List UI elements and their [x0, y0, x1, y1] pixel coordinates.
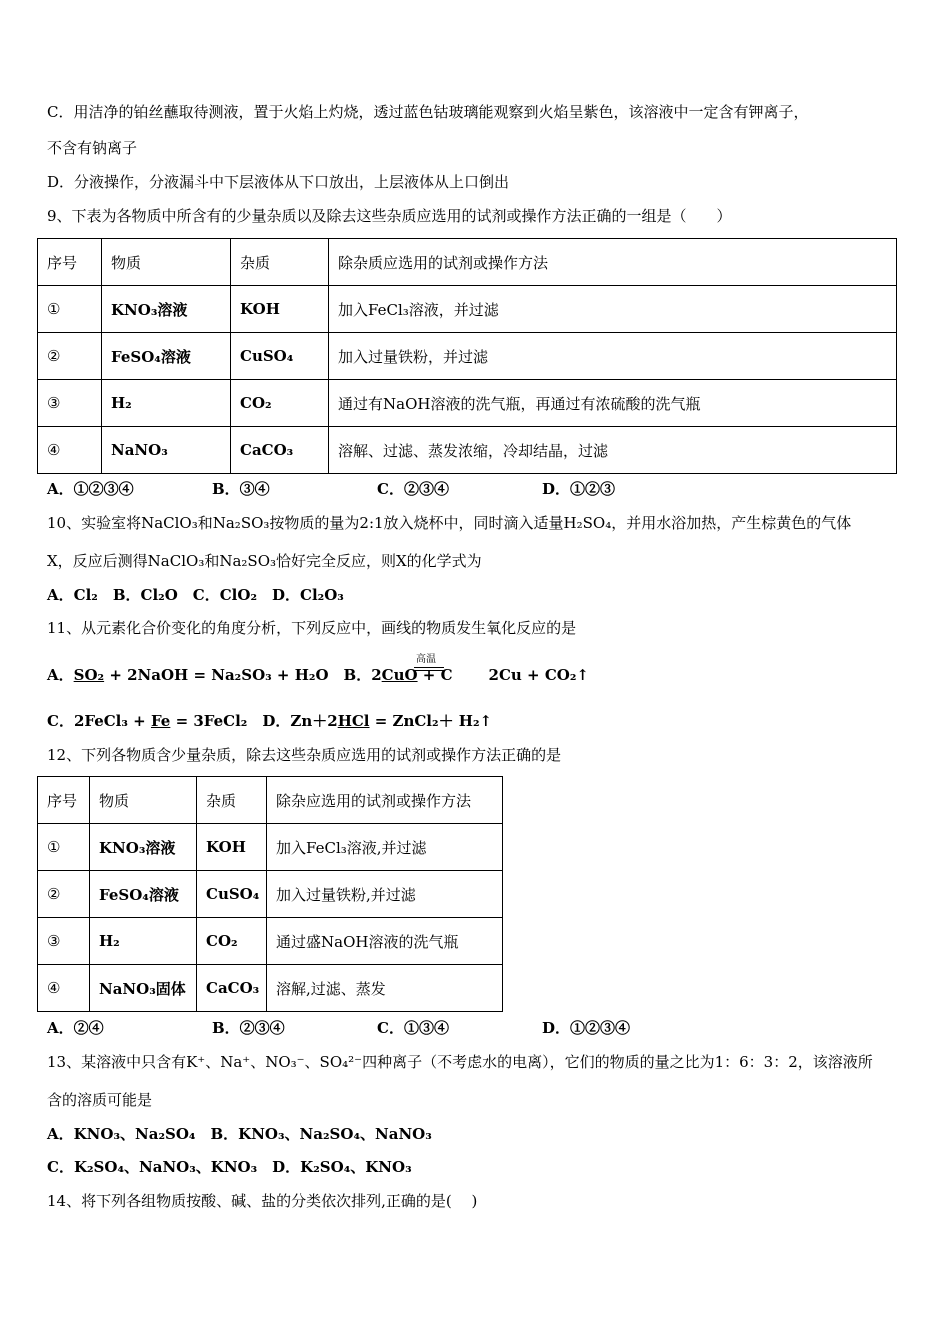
cell: ① — [38, 824, 90, 871]
cell: KNO₃溶液 — [90, 824, 197, 871]
option-label: A． — [47, 666, 74, 684]
q13-stem-line1: 13、某溶液中只含有K⁺、Na⁺、NO₃⁻、SO₄²⁻四种离子（不考虑水的电离），它们的物质的量之比为1：6：3：2，该溶液所 — [47, 1053, 873, 1071]
cell: H₂ — [90, 918, 197, 965]
cell: 溶解,过滤、蒸发 — [267, 965, 503, 1012]
cell: CuSO₄ — [197, 871, 267, 918]
q13-options-cd: C．K₂SO₄、NaNO₃、KNO₃ D．K₂SO₄、KNO₃ — [47, 1158, 412, 1176]
q13-options-ab: A．KNO₃、Na₂SO₄ B．KNO₃、Na₂SO₄、NaNO₃ — [47, 1125, 432, 1143]
cell: 加入过量铁粉,并过滤 — [267, 871, 503, 918]
table-header-row — [38, 777, 503, 824]
q10-stem-line2: X，反应后测得NaClO₃和Na₂SO₃恰好完全反应，则X的化学式为 — [47, 552, 482, 570]
q12-option-a: A．②④ — [47, 1019, 104, 1037]
q11-options-cd — [47, 711, 492, 731]
cell: CaCO₃ — [197, 965, 267, 1012]
header-cell: 序号 — [38, 239, 102, 286]
equation-text: + 2NaOH = Na₂SO₃ + H₂O B．2 — [104, 666, 382, 684]
cell: H₂ — [102, 380, 231, 427]
q12-option-d: D．①②③④ — [542, 1019, 631, 1037]
q8-option-c-line2: 不含有钠离子 — [47, 139, 138, 157]
cell: CuSO₄ — [231, 333, 329, 380]
cell: KOH — [197, 824, 267, 871]
q12-option-b: B．②③④ — [212, 1019, 285, 1037]
q13-stem-line2: 含的溶质可能是 — [47, 1091, 153, 1109]
q8-option-c-line1: C．用洁净的铂丝蘸取待测液，置于火焰上灼烧，透过蓝色钴玻璃能观察到火焰呈紫色，该溶液中一定含有钾离子， — [47, 103, 809, 121]
q12-option-c: C．①③④ — [377, 1019, 449, 1037]
underlined-substance: CuO — [381, 666, 418, 684]
q9-stem: 9、下表为各物质中所含有的少量杂质以及除去这些杂质应选用的试剂或操作方法正确的一组是（ ） — [47, 207, 732, 225]
header-cell: 物质 — [90, 777, 197, 824]
table-row — [38, 380, 897, 427]
q10-options: A．Cl₂ B．Cl₂O C．ClO₂ D．Cl₂O₃ — [47, 586, 344, 604]
equation-text: = 3FeCl₂ D．Zn＋2 — [170, 712, 338, 730]
table-row — [38, 918, 503, 965]
cell: ③ — [38, 918, 90, 965]
cell: ② — [38, 333, 102, 380]
header-cell: 序号 — [38, 777, 90, 824]
header-cell: 物质 — [102, 239, 231, 286]
cell: CO₂ — [231, 380, 329, 427]
cell: 通过有NaOH溶液的洗气瓶，再通过有浓硫酸的洗气瓶 — [329, 380, 897, 427]
cell: ② — [38, 871, 90, 918]
cell: 加入FeCl₃溶液，并过滤 — [329, 286, 897, 333]
table-row — [38, 286, 897, 333]
reaction-condition: 高温 — [416, 654, 436, 665]
cell: NaNO₃固体 — [90, 965, 197, 1012]
cell: ④ — [38, 965, 90, 1012]
cell: CaCO₃ — [231, 427, 329, 474]
q11-stem: 11、从元素化合价变化的角度分析，下列反应中，画线的物质发生氧化反应的是 — [47, 619, 577, 637]
table-row — [38, 824, 503, 871]
table-header-row — [38, 239, 897, 286]
table-row — [38, 427, 897, 474]
header-cell: 除杂应选用的试剂或操作方法 — [267, 777, 503, 824]
equation-text: C．2FeCl₃ + — [47, 712, 151, 730]
cell: 通过盛NaOH溶液的洗气瓶 — [267, 918, 503, 965]
q11-options-ab — [47, 665, 589, 685]
underlined-substance: Fe — [150, 712, 171, 730]
cell: ③ — [38, 380, 102, 427]
cell: KNO₃溶液 — [102, 286, 231, 333]
underlined-substance: SO₂ — [73, 666, 105, 684]
q9-option-a: A．①②③④ — [47, 480, 134, 498]
q14-stem: 14、将下列各组物质按酸、碱、盐的分类依次排列,正确的是( ) — [47, 1192, 478, 1210]
q9-option-d: D．①②③ — [542, 480, 616, 498]
q8-option-d: D．分液操作，分液漏斗中下层液体从下口放出，上层液体从上口倒出 — [47, 173, 510, 191]
q12-stem: 12、下列各物质含少量杂质，除去这些杂质应选用的试剂或操作方法正确的是 — [47, 746, 562, 764]
header-cell: 杂质 — [197, 777, 267, 824]
cell: KOH — [231, 286, 329, 333]
header-cell: 杂质 — [231, 239, 329, 286]
q9-option-b: B．③④ — [212, 480, 270, 498]
header-cell: 除杂质应选用的试剂或操作方法 — [329, 239, 897, 286]
cell: 加入过量铁粉，并过滤 — [329, 333, 897, 380]
cell: ① — [38, 286, 102, 333]
q10-stem-line1: 10、实验室将NaClO₃和Na₂SO₃按物质的量为2:1放入烧杯中，同时滴入适量H₂SO₄，并用水浴加热，产生棕黄色的气体 — [47, 514, 852, 532]
cell: 溶解、过滤、蒸发浓缩，冷却结晶，过滤 — [329, 427, 897, 474]
q9-table — [37, 238, 897, 474]
equation-text: = ZnCl₂＋ H₂↑ — [369, 712, 493, 730]
cell: FeSO₄溶液 — [90, 871, 197, 918]
equation-text: 2Cu + CO₂↑ — [488, 666, 589, 684]
cell: ④ — [38, 427, 102, 474]
table-row — [38, 333, 897, 380]
equation-text: + C — [417, 666, 453, 684]
table-row — [38, 871, 503, 918]
cell: 加入FeCl₃溶液,并过滤 — [267, 824, 503, 871]
underlined-substance: HCl — [337, 712, 370, 730]
q9-option-c: C．②③④ — [377, 480, 449, 498]
table-row — [38, 965, 503, 1012]
cell: FeSO₄溶液 — [102, 333, 231, 380]
cell: NaNO₃ — [102, 427, 231, 474]
cell: CO₂ — [197, 918, 267, 965]
q12-table — [37, 776, 503, 1012]
